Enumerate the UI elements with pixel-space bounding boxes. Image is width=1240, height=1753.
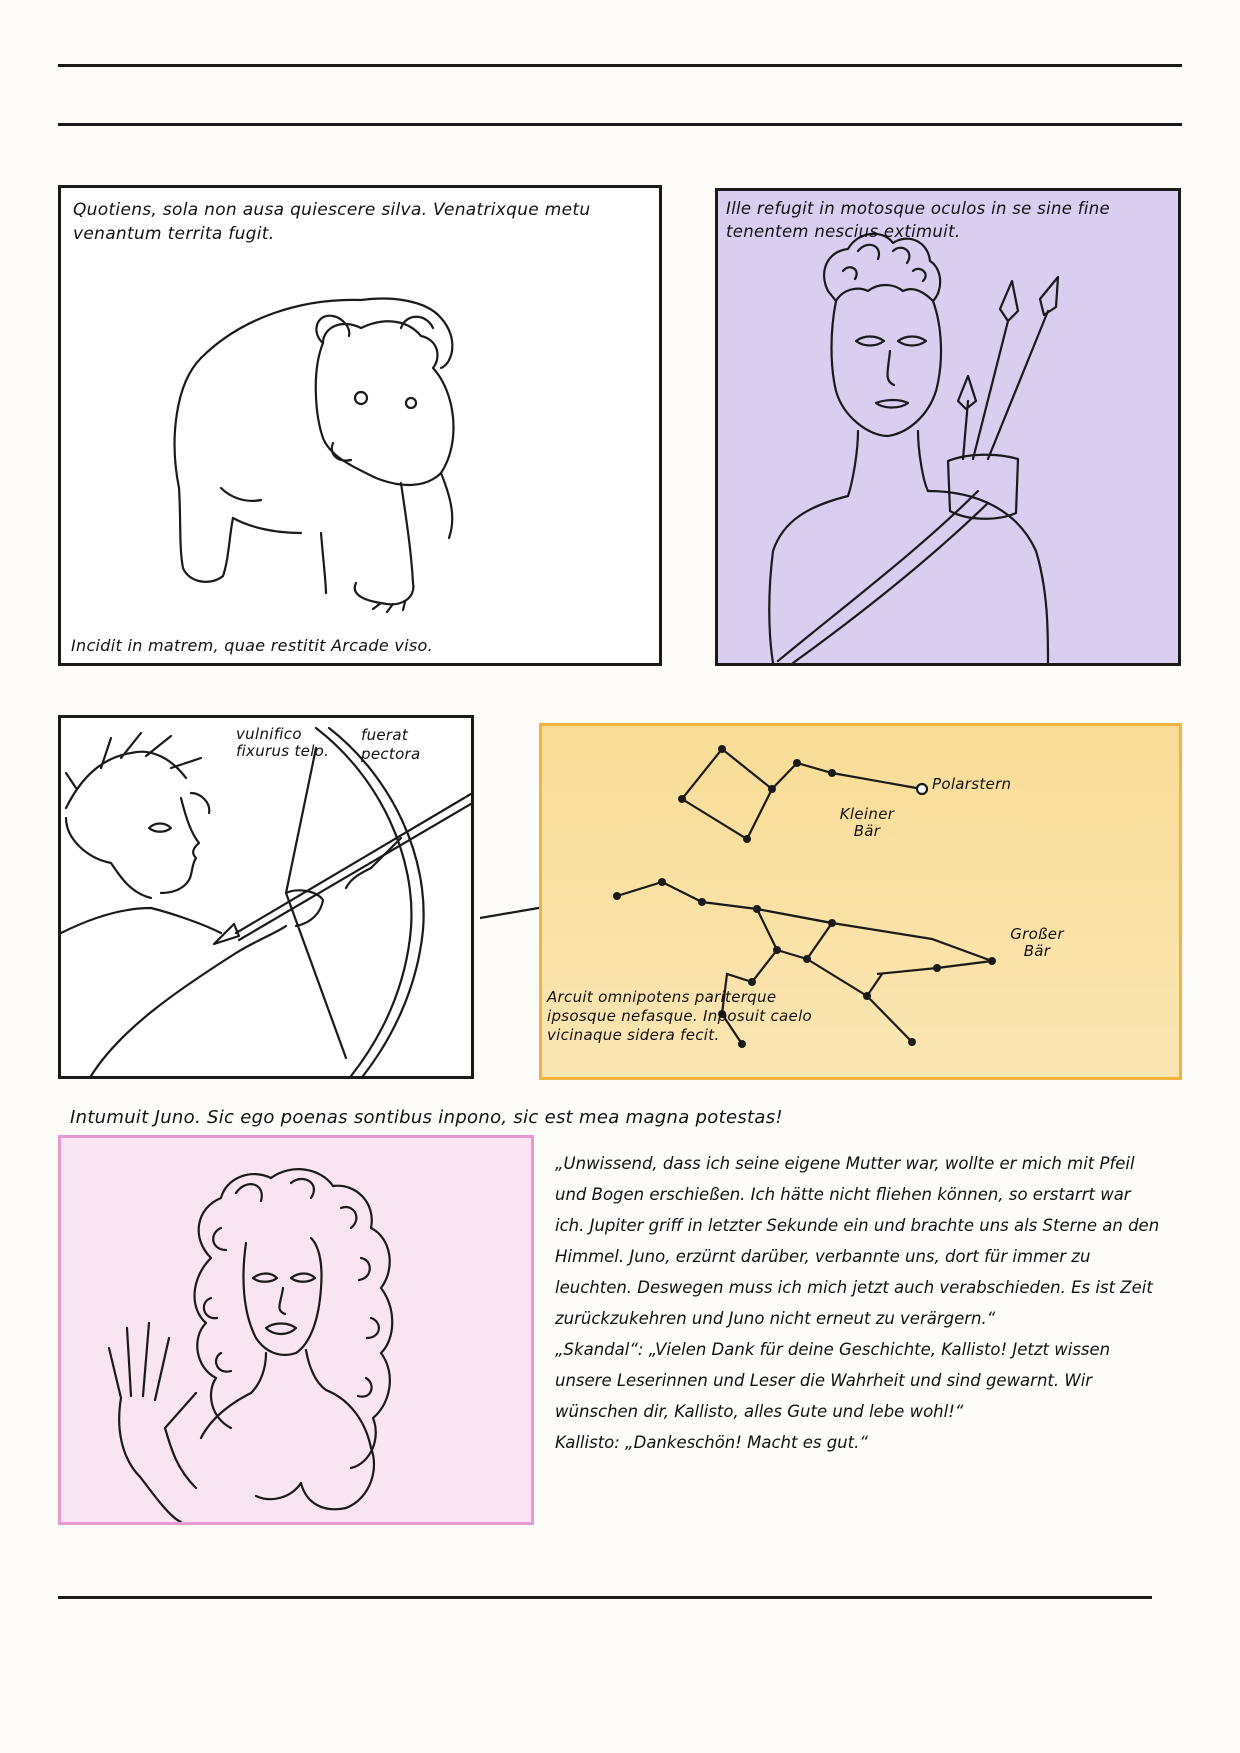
arrow-fletching: [214, 924, 239, 944]
bear-snout: [332, 443, 351, 461]
panel3-caption-right: fuerat pectora: [361, 726, 421, 763]
panel3-caption-left: vulnifico fixurus telo.: [236, 725, 330, 760]
label-polaris: Polarstern: [932, 775, 1012, 793]
header-rule-top: [58, 64, 1182, 67]
arrow-1: [973, 281, 1018, 459]
arrow-3: [958, 376, 976, 459]
bow-string: [286, 748, 346, 1058]
bear-ear-left: [316, 316, 349, 343]
hunter-drawing: [718, 191, 1178, 663]
kallisto-drawing: [61, 1138, 531, 1522]
panel4-caption: Arcuit omnipotens pariterque ipsosque nefasque. Inposuit caelo vicinaque sidera fecit.: [547, 988, 813, 1044]
panel1-top-caption: Quotiens, sola non ausa quiescere silva. Venatrixque metu venantum territa fugit.: [73, 200, 591, 244]
bear-hind-leg: [183, 518, 233, 582]
archer-shoulder: [61, 908, 221, 933]
hunter-neck: [848, 431, 928, 496]
header-rule-bottom: [58, 123, 1182, 126]
panel2-caption: Ille refugit in motosque oculos in se sine fine tenentem nescius extimuit.: [726, 199, 1110, 241]
story-paragraph-skandal: „Skandal“: „Vielen Dank für deine Geschichte, Kallisto! Jetzt wissen unsere Leserinnen und Leser die Wahrheit und sind gewarnt. Wir wünschen dir, Kallisto, alles Gute und lebe wohl!“: [555, 1340, 1111, 1421]
hunter-nose: [888, 351, 895, 385]
label-small-bear: Kleiner Bär: [839, 805, 895, 840]
story-paragraph-kallisto: „Unwissend, dass ich seine eigene Mutter war, wollte er mich mit Pfeil und Bogen erschießen. Ich hätte nicht fliehen können, so erstarrt war ich. Jupiter griff in letzter Sekunde ein und brachte uns als Sterne an den Himmel. Juno, erzürnt darüber, verbannte uns, dort für immer zu leuchten. Deswegen muss ich mich jetzt auch verabschieden. Es ist Zeit zurückzukehren und Juno nicht erneut zu verärgern.“: [555, 1154, 1160, 1328]
panel-bear: [58, 185, 662, 666]
hunter-eye-right: [898, 337, 926, 346]
story-text: [555, 1148, 1165, 1458]
panel-archer: [58, 715, 474, 1079]
footer-rule: [58, 1596, 1152, 1599]
polaris-star: [917, 784, 927, 794]
archer-hair: [66, 733, 209, 813]
bear-front-leg: [355, 483, 414, 604]
hunter-strap: [778, 491, 988, 663]
bear-ear-right: [401, 317, 433, 328]
panel1-bottom-caption: Incidit in matrem, quae restitit Arcade viso.: [71, 636, 433, 655]
archer-drawing: [61, 718, 471, 1076]
hunter-mouth: [876, 400, 908, 408]
bear-drawing: [61, 188, 659, 663]
juno-caption: Intumuit Juno. Sic ego poenas sontibus inpono, sic est mea magna potestas!: [70, 1107, 783, 1128]
arrow-2: [988, 277, 1058, 459]
hunter-eye-left: [856, 337, 884, 346]
panel-kallisto: [58, 1135, 534, 1525]
archer-face: [161, 798, 199, 893]
panel-hunter: [715, 188, 1181, 666]
story-paragraph-farewell: Kallisto: „Dankeschön! Macht es gut.“: [555, 1433, 868, 1452]
hunter-face: [832, 301, 942, 436]
hunter-hair: [824, 234, 940, 301]
bow: [316, 728, 411, 1076]
bear-head: [316, 321, 454, 485]
panel-constellations: [539, 723, 1182, 1080]
bear-rump: [175, 358, 201, 568]
archer-head-back: [66, 818, 151, 898]
arrow-shaft: [236, 788, 471, 940]
archer-arm-back: [91, 926, 286, 1076]
archer-eye: [149, 824, 171, 832]
bear-eye-right: [406, 398, 416, 408]
label-big-bear: Großer Bär: [1010, 925, 1064, 960]
bear-eye-left: [355, 392, 367, 404]
